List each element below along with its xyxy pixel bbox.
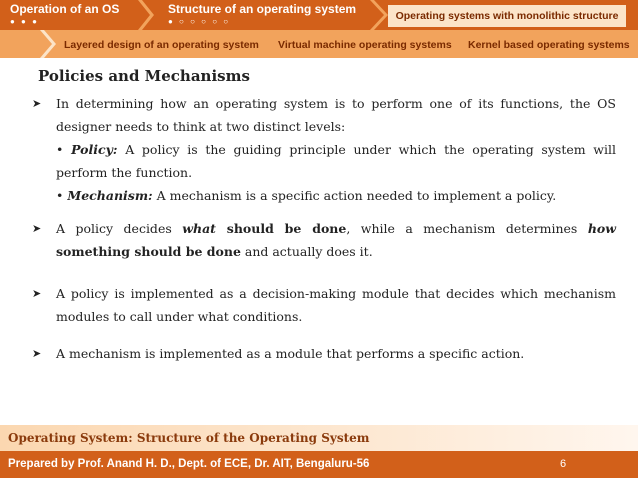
slide-body — [32, 92, 616, 365]
page-title: Policies and Mechanisms — [38, 67, 250, 85]
mechanism-term: Mechanism: — [67, 188, 153, 203]
nav-progress-dots: ● ○ ○ ○ ○ ○ — [168, 17, 231, 26]
bullet-text: In determining how an operating system is to perform one of its functions, the OS designer needs to think at two distinct levels: — [56, 96, 616, 134]
policy-term: Policy: — [71, 142, 118, 157]
arrow-bullet-icon: ➤ — [32, 347, 42, 360]
bullet-3 — [32, 282, 616, 328]
emphasis-should-be-done: should be done — [215, 221, 347, 236]
nav-sub-layered[interactable]: Layered design of an operating system — [64, 39, 259, 51]
bullet-text: , while a mechanism determines — [346, 221, 588, 236]
nav-sub-virtual-machine[interactable]: Virtual machine operating systems — [278, 39, 452, 51]
arrow-bullet-icon: ➤ — [32, 287, 42, 300]
nav-section-structure[interactable] — [168, 2, 356, 26]
mechanism-text: A mechanism is a specific action needed to implement a policy. — [152, 188, 557, 203]
bullet-text: and actually does it. — [240, 244, 373, 259]
footer-title: Operating System: Structure of the Operating System — [8, 431, 370, 445]
emphasis-something-should-be-done: something should be done — [56, 244, 241, 259]
emphasis-how: how — [587, 221, 616, 236]
nav-section-label: Structure of an operating system — [168, 2, 357, 16]
arrow-bullet-icon: ➤ — [32, 222, 42, 235]
bullet-text: A policy is implemented as a decision-making module that decides which mechanism modules to call under what conditions. — [56, 286, 616, 324]
nav-current-topic[interactable]: Operating systems with monolithic structure — [388, 5, 626, 27]
policy-item: • Policy: A policy is the guiding principle under which the operating system will perform the function. — [56, 142, 616, 180]
page-number: 6 — [560, 458, 567, 470]
policy-text: A policy is the guiding principle under which the operating system will perform the function. — [56, 142, 616, 180]
nav-section-label: Operation of an OS — [10, 2, 120, 16]
mechanism-item: • Mechanism: A mechanism is a specific action needed to implement a policy. — [56, 188, 557, 203]
nav-progress-dots: ● ● ● — [10, 17, 39, 26]
nav-sub-kernel[interactable]: Kernel based operating systems — [468, 39, 630, 51]
bullet-2 — [32, 217, 616, 263]
emphasis-what: what — [182, 221, 216, 236]
footer-author: Prepared by Prof. Anand H. D., Dept. of ECE, Dr. AIT, Bengaluru-56 — [8, 458, 370, 470]
nav-section-operation[interactable] — [10, 2, 119, 26]
bullet-4 — [32, 342, 616, 365]
bullet-1 — [32, 92, 616, 207]
bullet-text: A mechanism is implemented as a module that performs a specific action. — [56, 346, 525, 361]
bullet-text: A policy decides — [56, 221, 183, 236]
arrow-bullet-icon: ➤ — [32, 97, 42, 110]
